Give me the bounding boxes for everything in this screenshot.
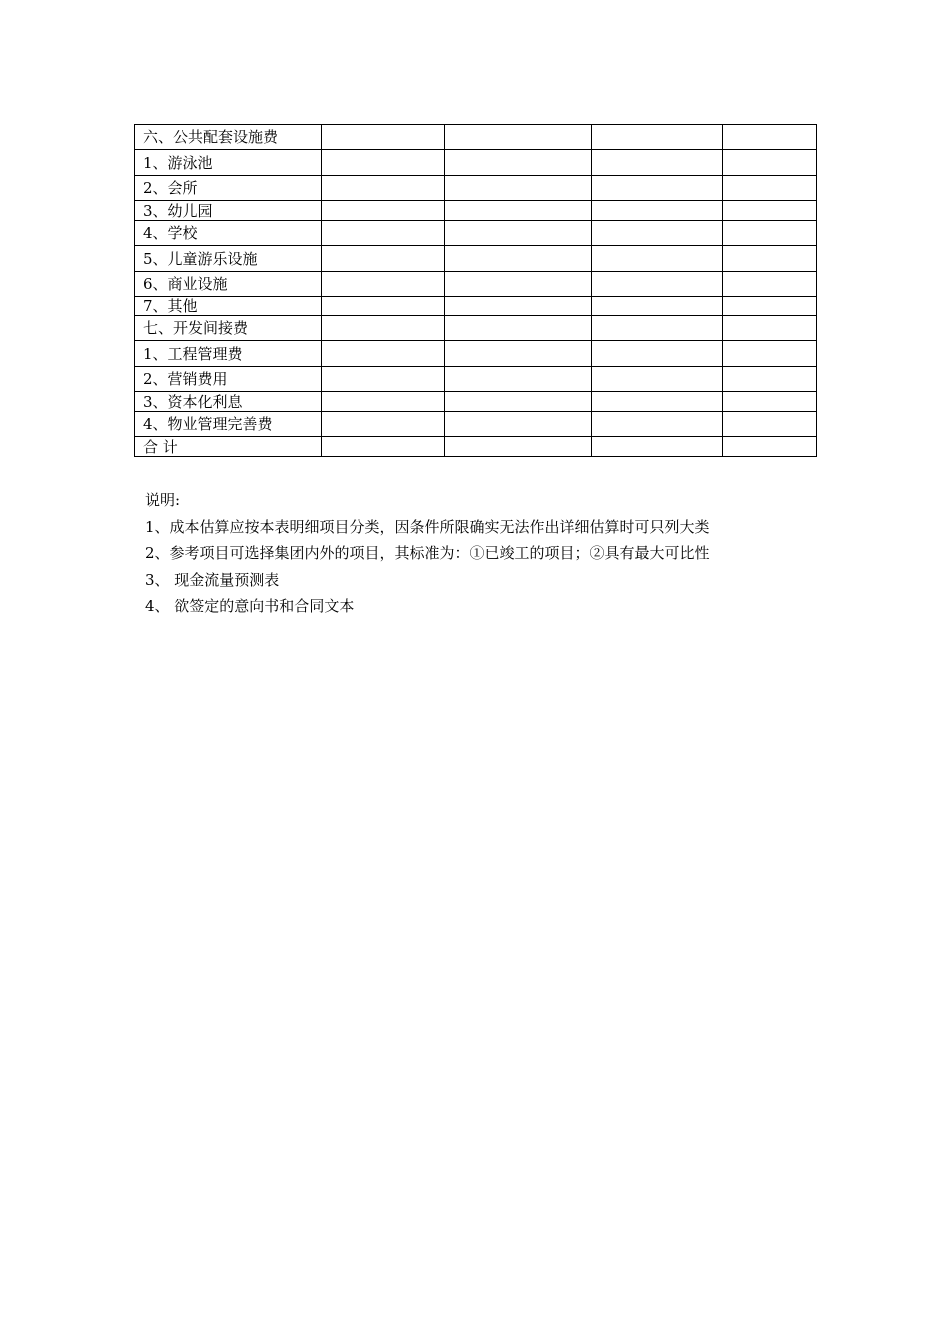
table-row: [135, 392, 817, 412]
table-cell: [445, 201, 592, 221]
table-row: [135, 316, 817, 341]
table-cell: [445, 272, 592, 297]
row-label: 2、营销费用: [135, 367, 322, 392]
table-cell: [322, 272, 445, 297]
table-row: [135, 412, 817, 437]
row-label: 4、学校: [135, 221, 322, 246]
table-cell: [445, 176, 592, 201]
table-row: [135, 367, 817, 392]
table-cell: [322, 316, 445, 341]
table-row: [135, 176, 817, 201]
table-cell: [723, 246, 817, 272]
table-row: [135, 437, 817, 457]
table-row: [135, 221, 817, 246]
table-cell: [723, 176, 817, 201]
table-cell: [723, 437, 817, 457]
table-cell: [592, 221, 723, 246]
table-cell: [723, 125, 817, 150]
row-label: 3、幼儿园: [135, 201, 322, 221]
row-label: 5、儿童游乐设施: [135, 246, 322, 272]
table-cell: [723, 316, 817, 341]
table-cell: [445, 246, 592, 272]
table-cell: [322, 367, 445, 392]
table-cell: [723, 201, 817, 221]
table-row: [135, 246, 817, 272]
note-item-3: 3、 现金流量预测表: [145, 570, 280, 589]
table-row: [135, 341, 817, 367]
row-label: 七、开发间接费: [135, 316, 322, 341]
table-cell: [592, 316, 723, 341]
table-cell: [592, 341, 723, 367]
table-cell: [322, 150, 445, 176]
notes-title: 说明:: [145, 491, 181, 509]
table-cell: [322, 176, 445, 201]
table-cell: [592, 272, 723, 297]
row-label: 4、物业管理完善费: [135, 412, 322, 437]
table-row: [135, 201, 817, 221]
table-row: [135, 150, 817, 176]
notes-section: [145, 487, 710, 620]
row-label: 2、会所: [135, 176, 322, 201]
table-cell: [592, 201, 723, 221]
table-cell: [322, 246, 445, 272]
table-cell: [445, 125, 592, 150]
table-cell: [322, 392, 445, 412]
table-cell: [445, 150, 592, 176]
table-row: [135, 297, 817, 316]
table-cell: [322, 412, 445, 437]
note-item-2: 2、参考项目可选择集团内外的项目，其标准为：①已竣工的项目；②具有最大可比性: [145, 544, 710, 562]
note-item-4: 4、 欲签定的意向书和合同文本: [145, 597, 355, 615]
table-cell: [445, 437, 592, 457]
row-label: 6、商业设施: [135, 272, 322, 297]
table-cell: [723, 297, 817, 316]
table-cell: [322, 125, 445, 150]
table-cell: [592, 246, 723, 272]
table-cell: [723, 392, 817, 412]
cost-estimate-table: [134, 124, 817, 457]
row-label: 3、资本化利息: [135, 392, 322, 412]
table-cell: [445, 412, 592, 437]
table-row: [135, 272, 817, 297]
table-cell: [322, 297, 445, 316]
table-cell: [592, 125, 723, 150]
table-cell: [322, 201, 445, 221]
table-cell: [445, 341, 592, 367]
table-cell: [322, 437, 445, 457]
row-label: 合 计: [135, 437, 322, 457]
row-label: 六、公共配套设施费: [135, 125, 322, 150]
table-cell: [592, 150, 723, 176]
table-cell: [723, 272, 817, 297]
table-cell: [445, 297, 592, 316]
table-cell: [592, 437, 723, 457]
table-row: [135, 125, 817, 150]
table-cell: [445, 221, 592, 246]
note-item-1: 1、成本估算应按本表明细项目分类，因条件所限确实无法作出详细估算时可只列大类: [145, 517, 710, 536]
table-cell: [445, 392, 592, 412]
table-cell: [592, 367, 723, 392]
table-cell: [723, 412, 817, 437]
table-cell: [592, 297, 723, 316]
table-cell: [592, 412, 723, 437]
table-cell: [592, 176, 723, 201]
table-cell: [445, 316, 592, 341]
table-cell: [322, 341, 445, 367]
table-cell: [723, 367, 817, 392]
table-cell: [592, 392, 723, 412]
table-cell: [723, 150, 817, 176]
cost-table-body: [135, 125, 817, 457]
table-cell: [723, 221, 817, 246]
table-cell: [723, 341, 817, 367]
row-label: 1、工程管理费: [135, 341, 322, 367]
row-label: 7、其他: [135, 297, 322, 316]
table-cell: [445, 367, 592, 392]
row-label: 1、游泳池: [135, 150, 322, 176]
table-cell: [322, 221, 445, 246]
